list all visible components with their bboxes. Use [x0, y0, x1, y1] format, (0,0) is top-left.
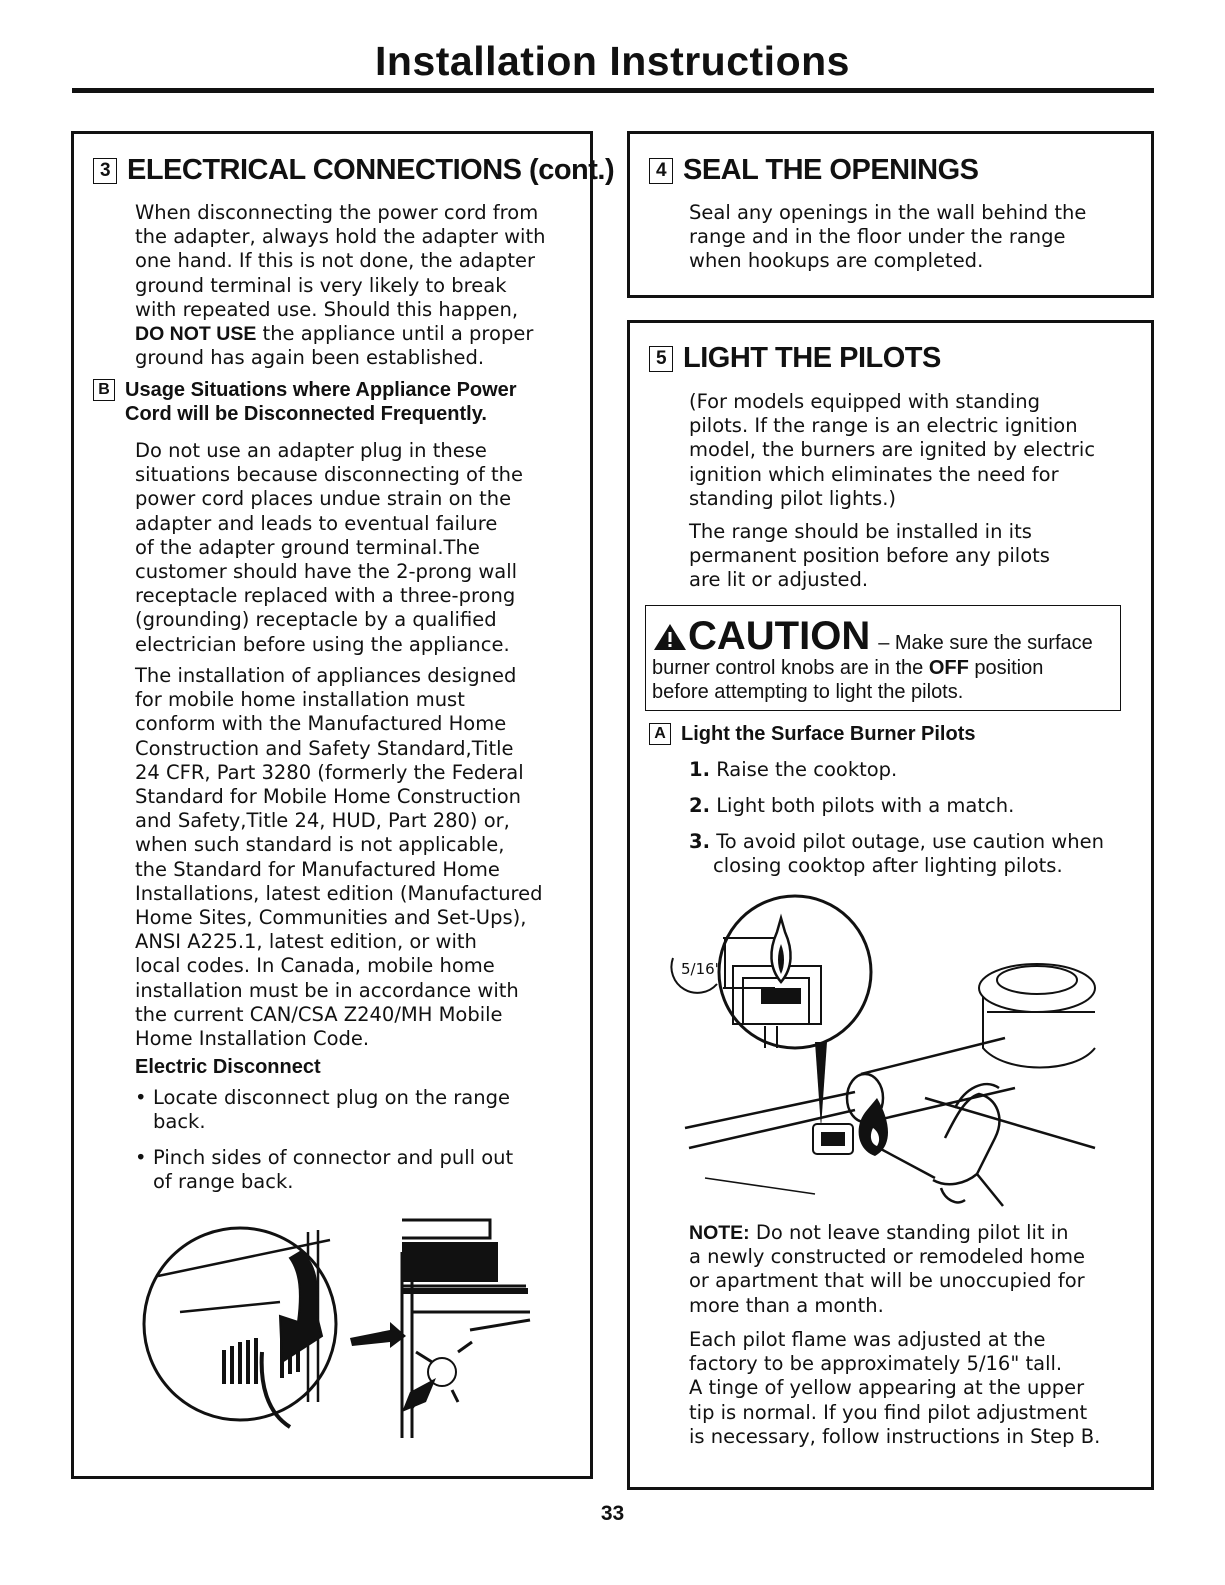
surface-burner-heading-text: Light the Surface Burner Pilots: [681, 723, 976, 745]
text-line: one hand. If this is not done, the adapter: [135, 249, 536, 273]
text-line: installation must be in accordance with: [135, 978, 519, 1002]
electrical-heading-text: ELECTRICAL CONNECTIONS (cont.): [127, 154, 615, 186]
text-line: Light both pilots with a match.: [716, 794, 1015, 817]
usage-heading-line: Usage Situations where Appliance Power: [125, 379, 517, 401]
text-line: electrician before using the appliance.: [135, 632, 510, 656]
text-line: the Standard for Manufactured Home: [135, 857, 500, 881]
pilots-para-2: [689, 520, 1050, 593]
text-line: the adapter, always hold the adapter with: [135, 225, 546, 249]
text-line: (For models equipped with standing: [689, 390, 1041, 413]
text-line: 24 CFR, Part 3280 (formerly the Federal: [135, 760, 524, 784]
text-line: when hookups are completed.: [689, 249, 984, 273]
text-line: The installation of appliances designed: [135, 664, 517, 687]
text-line: When disconnecting the power cord from: [135, 201, 539, 224]
step-item: [689, 830, 1104, 878]
step-number-badge: 4: [649, 158, 673, 184]
page-number: 33: [600, 1502, 625, 1525]
text-line: conform with the Manufactured Home: [135, 712, 507, 736]
text-line: adapter and leads to eventual failure: [135, 511, 498, 535]
note-para: [689, 1221, 1085, 1318]
text-line: Do not use an adapter plug in these: [135, 439, 487, 462]
step-number-badge: 3: [93, 158, 117, 184]
step-item: [689, 794, 1014, 818]
pilots-heading: [649, 342, 941, 375]
pilots-para-1: [689, 390, 1095, 511]
pilots-para-3: [689, 1328, 1100, 1449]
flame-height-label: 5/16": [681, 960, 722, 978]
text-line: ANSI A225.1, latest edition, or with: [135, 930, 477, 954]
text-line: a newly constructed or remodeled home: [689, 1245, 1086, 1269]
title-rule: [72, 88, 1154, 93]
text-line: The range should be installed in its: [689, 520, 1032, 543]
text-line: tip is normal. If you find pilot adjustment: [689, 1400, 1088, 1424]
caution-box: [645, 605, 1121, 711]
note-label: NOTE:: [689, 1222, 750, 1244]
pilot-lighting-illustration: [665, 888, 1105, 1213]
text-line: Installations, latest edition (Manufactured: [135, 881, 543, 905]
text-line: closing cooktop after lighting pilots.: [713, 854, 1063, 878]
caution-body: [652, 656, 1118, 704]
text-line: • Locate disconnect plug on the range: [153, 1086, 510, 1109]
text-line: back.: [153, 1110, 206, 1134]
text-line: factory to be approximately 5/16" tall.: [689, 1352, 1063, 1376]
text-line: or apartment that will be unoccupied for: [689, 1269, 1085, 1293]
text-line: Seal any openings in the wall behind the: [689, 201, 1087, 224]
pilots-heading-text: LIGHT THE PILOTS: [683, 342, 941, 374]
text-line: customer should have the 2-prong wall: [135, 560, 518, 584]
caution-header-line: [652, 614, 1093, 659]
text-fragment: position: [968, 657, 1044, 679]
text-line: Home Sites, Communities and Set-Ups),: [135, 906, 527, 930]
text-line: of range back.: [153, 1170, 294, 1194]
text-line: ignition which eliminates the need for: [689, 462, 1059, 486]
text-line: Standard for Mobile Home Construction: [135, 785, 522, 809]
text-line: A tinge of yellow appearing at the upper: [689, 1376, 1085, 1400]
text-line: permanent position before any pilots: [689, 544, 1050, 568]
text-line: power cord places undue strain on the: [135, 487, 512, 511]
text-line: local codes. In Canada, mobile home: [135, 954, 495, 978]
text-line: Raise the cooktop.: [716, 758, 898, 781]
caution-text: – Make sure the surface: [878, 632, 1093, 654]
step-item: [689, 758, 897, 782]
text-fragment: burner control knobs are in the: [652, 657, 929, 679]
usage-heading-line: Cord will be Disconnected Frequently.: [125, 403, 487, 425]
text-line: before attempting to light the pilots.: [652, 681, 964, 703]
seal-para: [689, 201, 1086, 274]
text-line: Each pilot flame was adjusted at the: [689, 1328, 1046, 1351]
usage-heading: [93, 378, 517, 426]
surface-burner-heading: [649, 722, 975, 746]
step-number: 3.: [689, 830, 710, 853]
text-line: pilots. If the range is an electric ignition: [689, 414, 1078, 438]
text-line: are lit or adjusted.: [689, 568, 869, 592]
text-line: To avoid pilot outage, use caution when: [716, 830, 1104, 853]
bullet-item: [135, 1086, 510, 1134]
text-line: receptacle replaced with a three-prong: [135, 584, 516, 608]
electrical-para-1: [135, 201, 545, 370]
step-number-badge: 5: [649, 346, 673, 372]
electrical-para-2: [135, 439, 523, 657]
text-line: of the adapter ground terminal.The: [135, 535, 480, 559]
text-line: with repeated use. Should this happen,: [135, 297, 519, 321]
caution-word: CAUTION: [688, 614, 871, 658]
seal-heading: [649, 154, 979, 187]
text-line: for mobile home installation must: [135, 688, 465, 712]
text-line: and Safety,Title 24, HUD, Part 280) or,: [135, 809, 510, 833]
electrical-heading: [93, 154, 614, 187]
text-line: ground terminal is very likely to break: [135, 273, 507, 297]
text-line: is necessary, follow instructions in Step B.: [689, 1424, 1101, 1448]
electrical-para-3: [135, 664, 543, 1051]
text-line: situations because disconnecting of the: [135, 463, 524, 487]
do-not-use-emphasis: DO NOT USE: [135, 323, 257, 346]
text-line: the current CAN/CSA Z240/MH Mobile: [135, 1002, 503, 1026]
text-line: range and in the floor under the range: [689, 225, 1066, 249]
text-line: model, the burners are ignited by electric: [689, 438, 1096, 462]
text-line: [652, 656, 1118, 680]
text-line: when such standard is not applicable,: [135, 833, 505, 857]
disconnect-plug-illustration: [140, 1212, 540, 1452]
page-title: Installation Instructions: [375, 38, 850, 84]
text-line: (grounding) receptacle by a qualified: [135, 608, 497, 632]
substep-letter-badge: A: [649, 723, 671, 745]
text-line: [689, 1221, 1085, 1245]
text-line: standing pilot lights.): [689, 486, 897, 510]
electric-disconnect-heading: Electric Disconnect: [135, 1056, 321, 1078]
text-line: Home Installation Code.: [135, 1027, 370, 1051]
step-number: 2.: [689, 794, 710, 817]
substep-letter-badge: B: [93, 379, 115, 401]
bullet-item: [135, 1146, 513, 1194]
text-line: more than a month.: [689, 1293, 884, 1317]
step-number: 1.: [689, 758, 710, 781]
text-line: Construction and Safety Standard,Title: [135, 736, 514, 760]
text-fragment: Do not leave standing pilot lit in: [749, 1221, 1069, 1244]
text-fragment: the appliance until a proper: [256, 322, 534, 346]
text-line: [135, 322, 545, 346]
text-line: • Pinch sides of connector and pull out: [153, 1146, 514, 1169]
warning-triangle-icon: [652, 622, 688, 652]
seal-heading-text: SEAL THE OPENINGS: [683, 154, 979, 186]
text-line: ground has again been established.: [135, 346, 485, 370]
off-emphasis: OFF: [928, 657, 969, 679]
